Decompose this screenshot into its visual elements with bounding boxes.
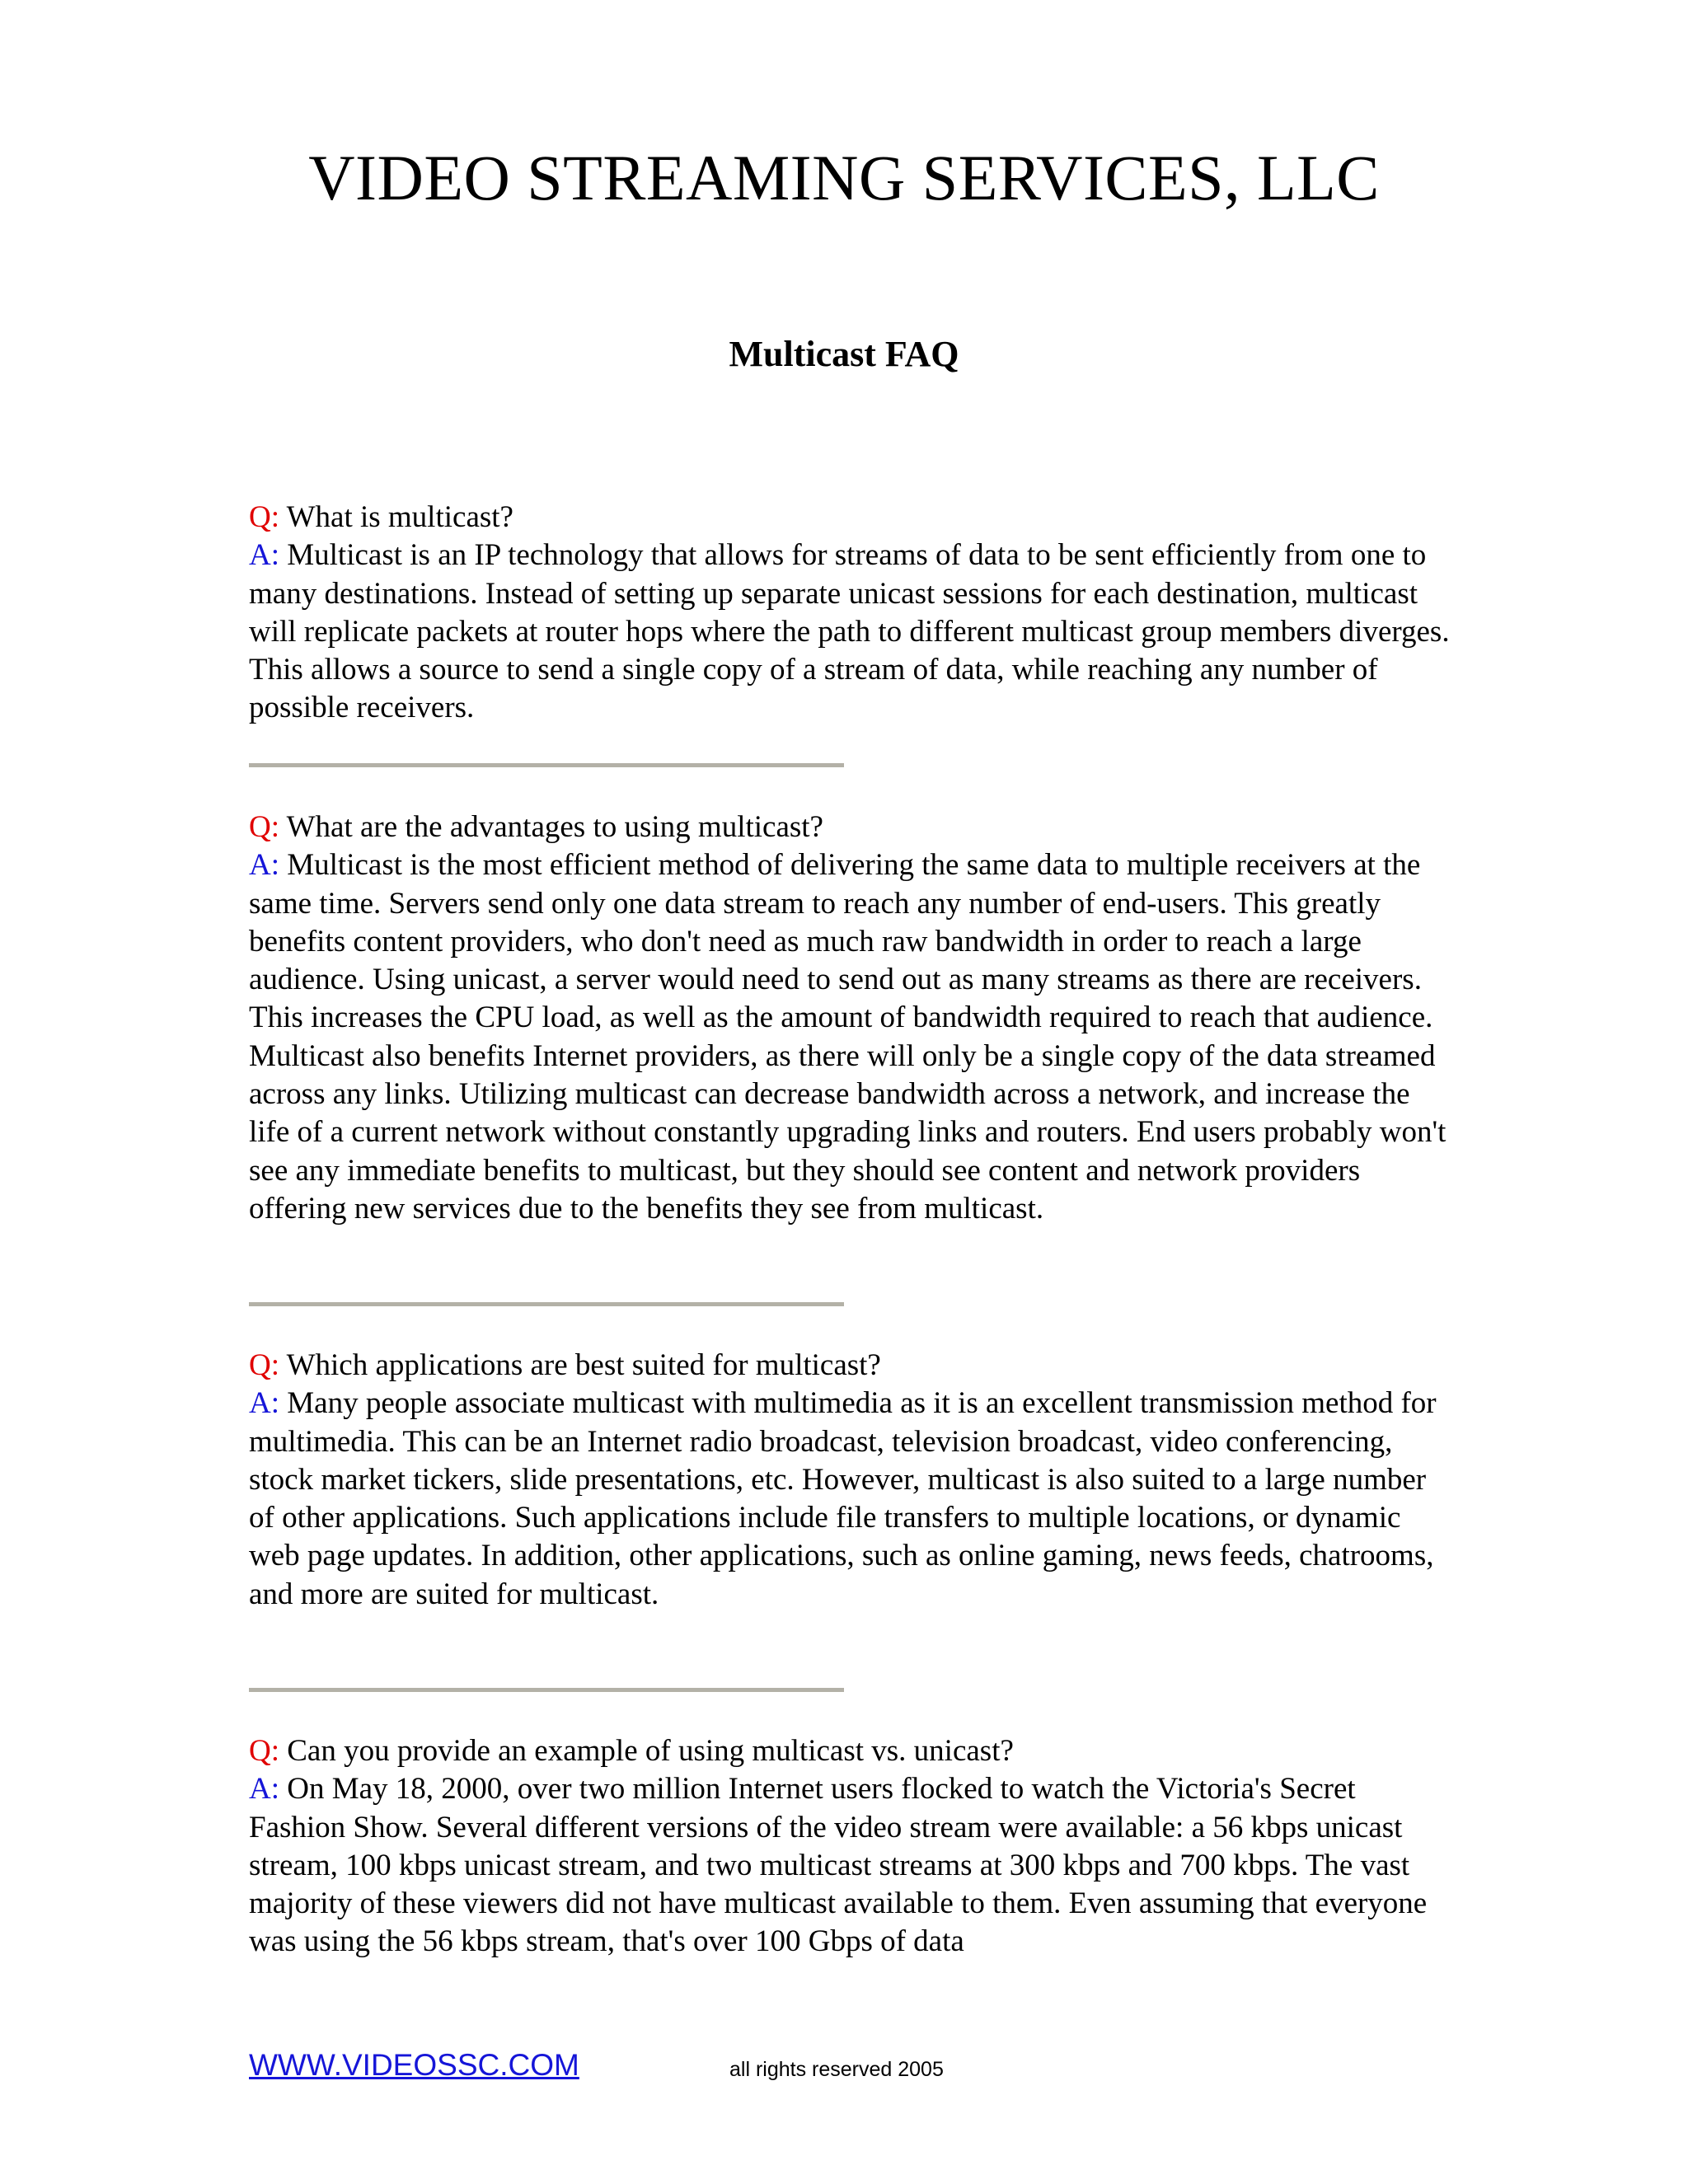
question-text: Can you provide an example of using multicast vs. unicast? [287, 1734, 1014, 1768]
answer-label: A: [249, 848, 279, 883]
section-divider [249, 1302, 844, 1306]
answer-label: A: [249, 1772, 279, 1807]
answer-text: Multicast is an IP technology that allows for streams of data to be sent efficiently from one to many destinations. Instead of setting up separate unicast sessions for each destination, multicast will replicate packets at router hops where the path to different multicast group members diverges. This allows a source to send a single copy of a stream of data, while reaching any number of possible receivers. [249, 538, 1450, 725]
website-link[interactable]: WWW.VIDEOSSC.COM [249, 2048, 579, 2082]
faq-question [249, 1347, 1452, 1385]
answer-label: A: [249, 538, 279, 573]
faq-item-3 [249, 1347, 1452, 1614]
faq-item-2 [249, 808, 1452, 1228]
question-label: Q: [249, 810, 279, 844]
faq-answer [249, 1385, 1452, 1614]
question-label: Q: [249, 500, 279, 534]
answer-text: On May 18, 2000, over two million Internet users flocked to watch the Victoria's Secret Fashion Show. Several different versions of the video stream were available: a 56 kbps unicast stream, 100 kbps unicast stream, and two multicast streams at 300 kbps and 700 kbps. The vast majority of these viewers did not have multicast available to them. Even assuming that everyone was using the 56 kbps stream, that's over 100 Gbps of data [249, 1772, 1428, 1959]
answer-label: A: [249, 1386, 279, 1421]
copyright-notice: all rights reserved 2005 [729, 2058, 944, 2081]
faq-question [249, 808, 1452, 846]
section-divider [249, 1688, 844, 1692]
section-divider [249, 763, 844, 767]
faq-item-1 [249, 499, 1452, 728]
question-text: What are the advantages to using multicast? [286, 810, 823, 844]
faq-answer [249, 846, 1452, 1228]
faq-answer [249, 1770, 1452, 1961]
question-label: Q: [249, 1348, 279, 1382]
question-text: Which applications are best suited for multicast? [286, 1348, 881, 1382]
faq-question [249, 499, 1452, 537]
faq-item-4 [249, 1732, 1452, 1961]
faq-question [249, 1732, 1452, 1770]
answer-text: Many people associate multicast with multimedia as it is an excellent transmission method for multimedia. This can be an Internet radio broadcast, television broadcast, video conferencing, stock market tickers, slide presentations, etc. However, multicast is also suited to a large number of other applications. Such applications include file transfers to multiple locations, or dynamic web page updates. In addition, other applications, such as online gaming, news feeds, chatrooms, and more are suited for multicast. [249, 1386, 1437, 1611]
faq-answer [249, 537, 1452, 727]
answer-text: Multicast is the most efficient method of delivering the same data to multiple receivers at the same time. Servers send only one data stream to reach any number of end-users. This greatly benefits content providers, who don't need as much raw bandwidth in order to reach a large audience. Using unicast, a server would need to send out as many streams as there are receivers. This increases the CPU load, as well as the amount of bandwidth required to reach that audience. Multicast also benefits Internet providers, as there will only be a single copy of the data streamed across any links. Utilizing multicast can decrease bandwidth across a network, and increase the life of a current network without constantly upgrading links and routers. End users probably won't see any immediate benefits to multicast, but they should see content and network providers offering new services due to the benefits they see from multicast. [249, 848, 1447, 1226]
question-label: Q: [249, 1734, 279, 1768]
question-text: What is multicast? [286, 500, 513, 534]
page-title: VIDEO STREAMING SERVICES, LLC [308, 142, 1380, 213]
page-subtitle: Multicast FAQ [729, 334, 959, 374]
